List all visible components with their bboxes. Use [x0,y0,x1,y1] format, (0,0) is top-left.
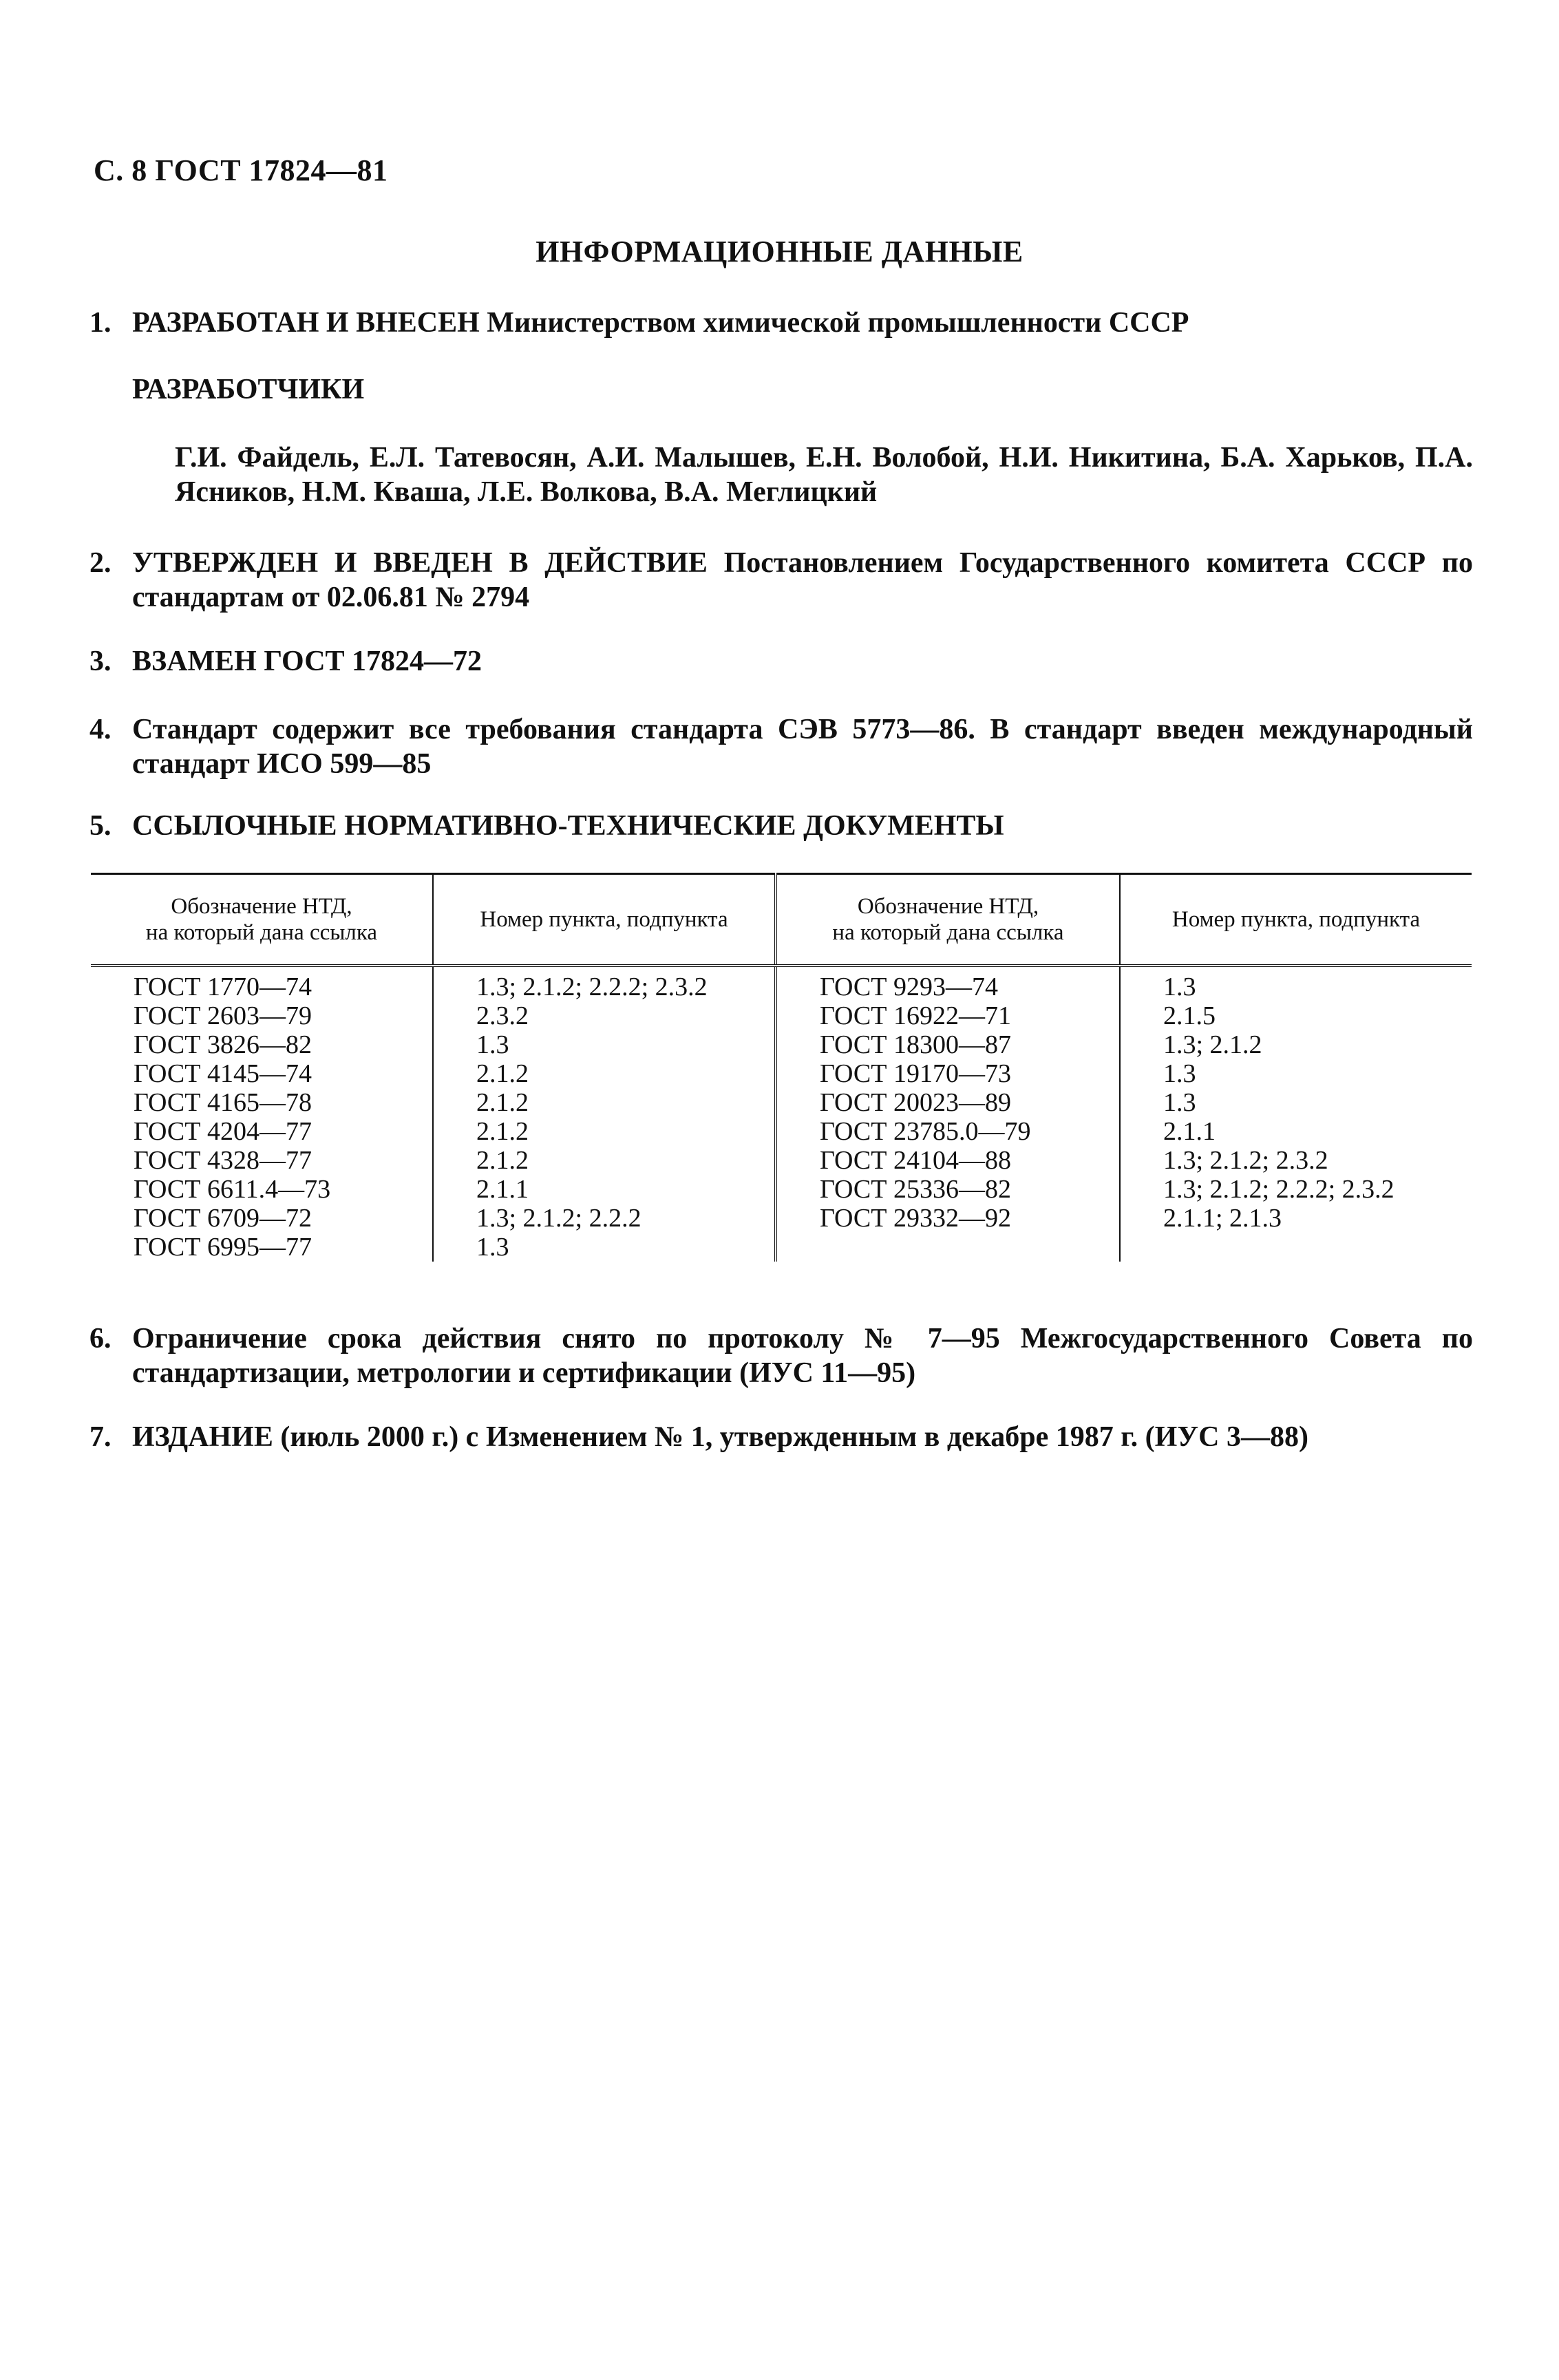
header-cell [776,874,1120,966]
table-cell: 2.1.2 [433,1059,776,1088]
table-cell: ГОСТ 18300—87 [776,1030,1120,1059]
table-row [91,1059,1472,1088]
item-number: 2. [89,547,112,579]
page-title: ИНФОРМАЦИОННЫЕ ДАННЫЕ [535,235,1024,268]
table-cell: ГОСТ 2603—79 [134,1001,312,1030]
item-number: 5. [89,810,112,842]
item-number: 6. [89,1323,112,1354]
table-row [91,966,1472,1001]
header-cell [433,874,776,966]
table-cell: 2.1.2 [433,1117,776,1146]
table-row [91,1001,1472,1030]
table-cell: 1.3 [1120,966,1472,1001]
table-row [91,1175,1472,1204]
header-label: Обозначение НТД, на который дана ссылка [145,894,378,945]
table-cell: 2.1.5 [1120,1001,1472,1030]
table-cell: ГОСТ 25336—82 [776,1175,1120,1204]
table-row [91,1146,1472,1175]
table-cell: ГОСТ 24104—88 [776,1146,1120,1175]
table-cell: ГОСТ 9293—74 [776,966,1120,1001]
table-cell: ГОСТ 4204—77 [134,1117,312,1146]
table-cell: 1.3 [1120,1059,1472,1088]
table-cell: 2.1.1 [433,1175,776,1204]
table-cell: ГОСТ 29332—92 [776,1204,1120,1233]
table-row [91,1204,1472,1233]
item-number: 3. [89,646,112,677]
table-cell: ГОСТ 4145—74 [134,1059,312,1088]
table-cell: 2.1.2 [433,1146,776,1175]
table-cell: 1.3 [433,1233,776,1262]
references-table [91,873,1472,1262]
item-text: ИЗДАНИЕ (июль 2000 г.) с Изменением № 1, утвержденным в декабре 1987 г. (ИУС 3—88) [132,1421,1308,1453]
table-cell: 1.3; 2.1.2; 2.2.2; 2.3.2 [1120,1175,1472,1204]
table-cell: 1.3; 2.1.2; 2.3.2 [1120,1146,1472,1175]
table-cell: ГОСТ 6709—72 [134,1204,312,1233]
table-cell: 2.1.1; 2.1.3 [1120,1204,1472,1233]
table-cell: 1.3; 2.1.2; 2.2.2 [433,1204,776,1233]
table-cell: ГОСТ 23785.0—79 [776,1117,1120,1146]
table-row [91,1088,1472,1117]
table-row [91,1030,1472,1059]
table-cell: 1.3 [1120,1088,1472,1117]
header-cell [1120,874,1472,966]
item-number: 7. [89,1421,112,1453]
table-cell: 2.3.2 [433,1001,776,1030]
table-cell: ГОСТ 4165—78 [134,1088,312,1117]
table-row [91,1233,1472,1262]
item-text: Стандарт содержит все требования стандарта СЭВ 5773—86. В стандарт введен международный стандарт ИСО 599—85 [132,714,1473,780]
table-cell [776,1233,1120,1262]
table-row [91,1117,1472,1146]
item-text: РАЗРАБОТАН И ВНЕСЕН Министерством химической промышленности СССР [132,307,1189,339]
item-text: УТВЕРЖДЕН И ВВЕДЕН В ДЕЙСТВИЕ Постановлением Государственного комитета СССР по стандартам от 02.06.81 № 2794 [132,547,1473,613]
table-cell: ГОСТ 1770—74 [134,973,312,1001]
header-label: Обозначение НТД, на который дана ссылка [832,894,1064,945]
table-cell: ГОСТ 16922—71 [776,1001,1120,1030]
table-cell: ГОСТ 6995—77 [134,1233,312,1262]
header-label: Номер пункта, подпункта [1171,907,1421,932]
table-cell: ГОСТ 19170—73 [776,1059,1120,1088]
table-cell: 2.1.1 [1120,1117,1472,1146]
table-cell: 1.3; 2.1.2; 2.2.2; 2.3.2 [433,966,776,1001]
table-cell: 1.3; 2.1.2 [1120,1030,1472,1059]
item-text: ВЗАМЕН ГОСТ 17824—72 [132,646,482,677]
developers-list: Г.И. Файдель, Е.Л. Татевосян, А.И. Малышев, Е.Н. Волобой, Н.И. Никитина, Б.А. Харьков, П.А. Ясников, Н.М. Кваша, Л.Е. Волкова, В.А. Меглицкий [175,442,1473,508]
table-cell: ГОСТ 6611.4—73 [134,1175,331,1204]
developers-label: РАЗРАБОТЧИКИ [132,374,365,405]
header-label: Номер пункта, подпункта [480,907,728,932]
page-header: С. 8 ГОСТ 17824—81 [94,153,388,187]
table-cell [1120,1233,1472,1262]
item-text: Ограничение срока действия снято по протоколу № 7—95 Межгосударственного Совета по стандартизации, метрологии и сертификации (ИУС 11—95) [132,1323,1473,1389]
table-cell: ГОСТ 3826—82 [134,1030,312,1059]
header-cell [91,874,433,966]
table-cell: 2.1.2 [433,1088,776,1117]
table-cell: 1.3 [433,1030,776,1059]
table-header-row [91,874,1472,966]
item-text: ССЫЛОЧНЫЕ НОРМАТИВНО-ТЕХНИЧЕСКИЕ ДОКУМЕНТЫ [132,810,1004,842]
table-cell: ГОСТ 4328—77 [134,1146,312,1175]
item-number: 1. [89,307,112,339]
item-number: 4. [89,714,112,745]
table-cell: ГОСТ 20023—89 [776,1088,1120,1117]
